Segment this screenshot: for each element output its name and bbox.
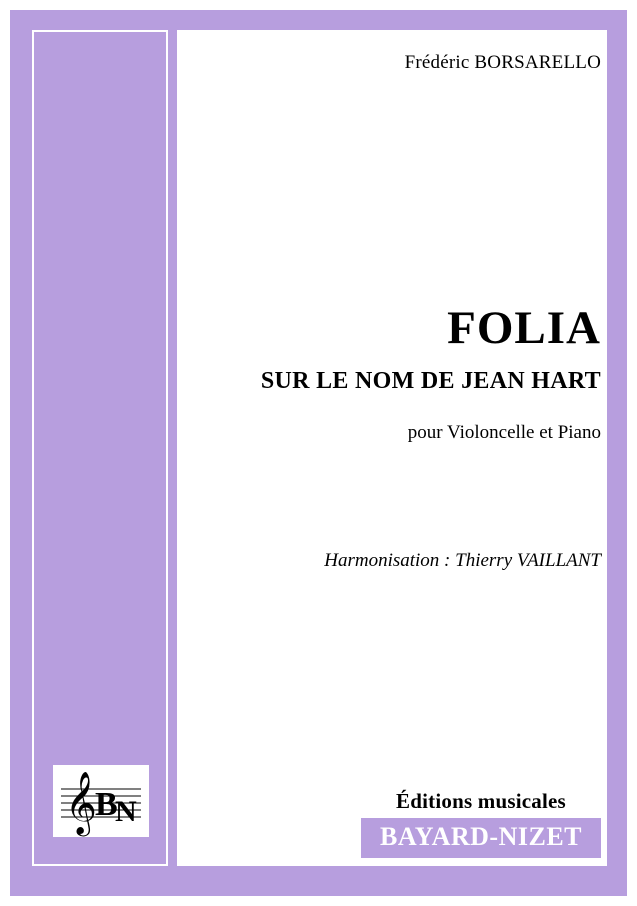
publisher-name: BAYARD-NIZET	[361, 818, 601, 858]
publisher-label: Éditions musicales	[396, 789, 566, 813]
instrumentation-label: pour Violoncelle et Piano	[407, 422, 601, 443]
treble-clef-staff-logo-icon	[53, 765, 149, 837]
cover-content-panel	[177, 30, 607, 866]
svg-text:N: N	[115, 795, 137, 828]
svg-text:𝄞: 𝄞	[65, 771, 97, 834]
composer-name: Frédéric BORSARELLO	[404, 52, 601, 73]
publisher-block	[361, 789, 601, 858]
svg-text:B: B	[95, 786, 118, 823]
page-title: FOLIA	[447, 302, 601, 354]
page-subtitle: SUR LE NOM DE JEAN HART	[260, 368, 601, 394]
harmonisation-credit: Harmonisation : Thierry VAILLANT	[324, 550, 601, 571]
cover-spine-band	[32, 30, 168, 866]
publisher-logo	[53, 765, 149, 837]
